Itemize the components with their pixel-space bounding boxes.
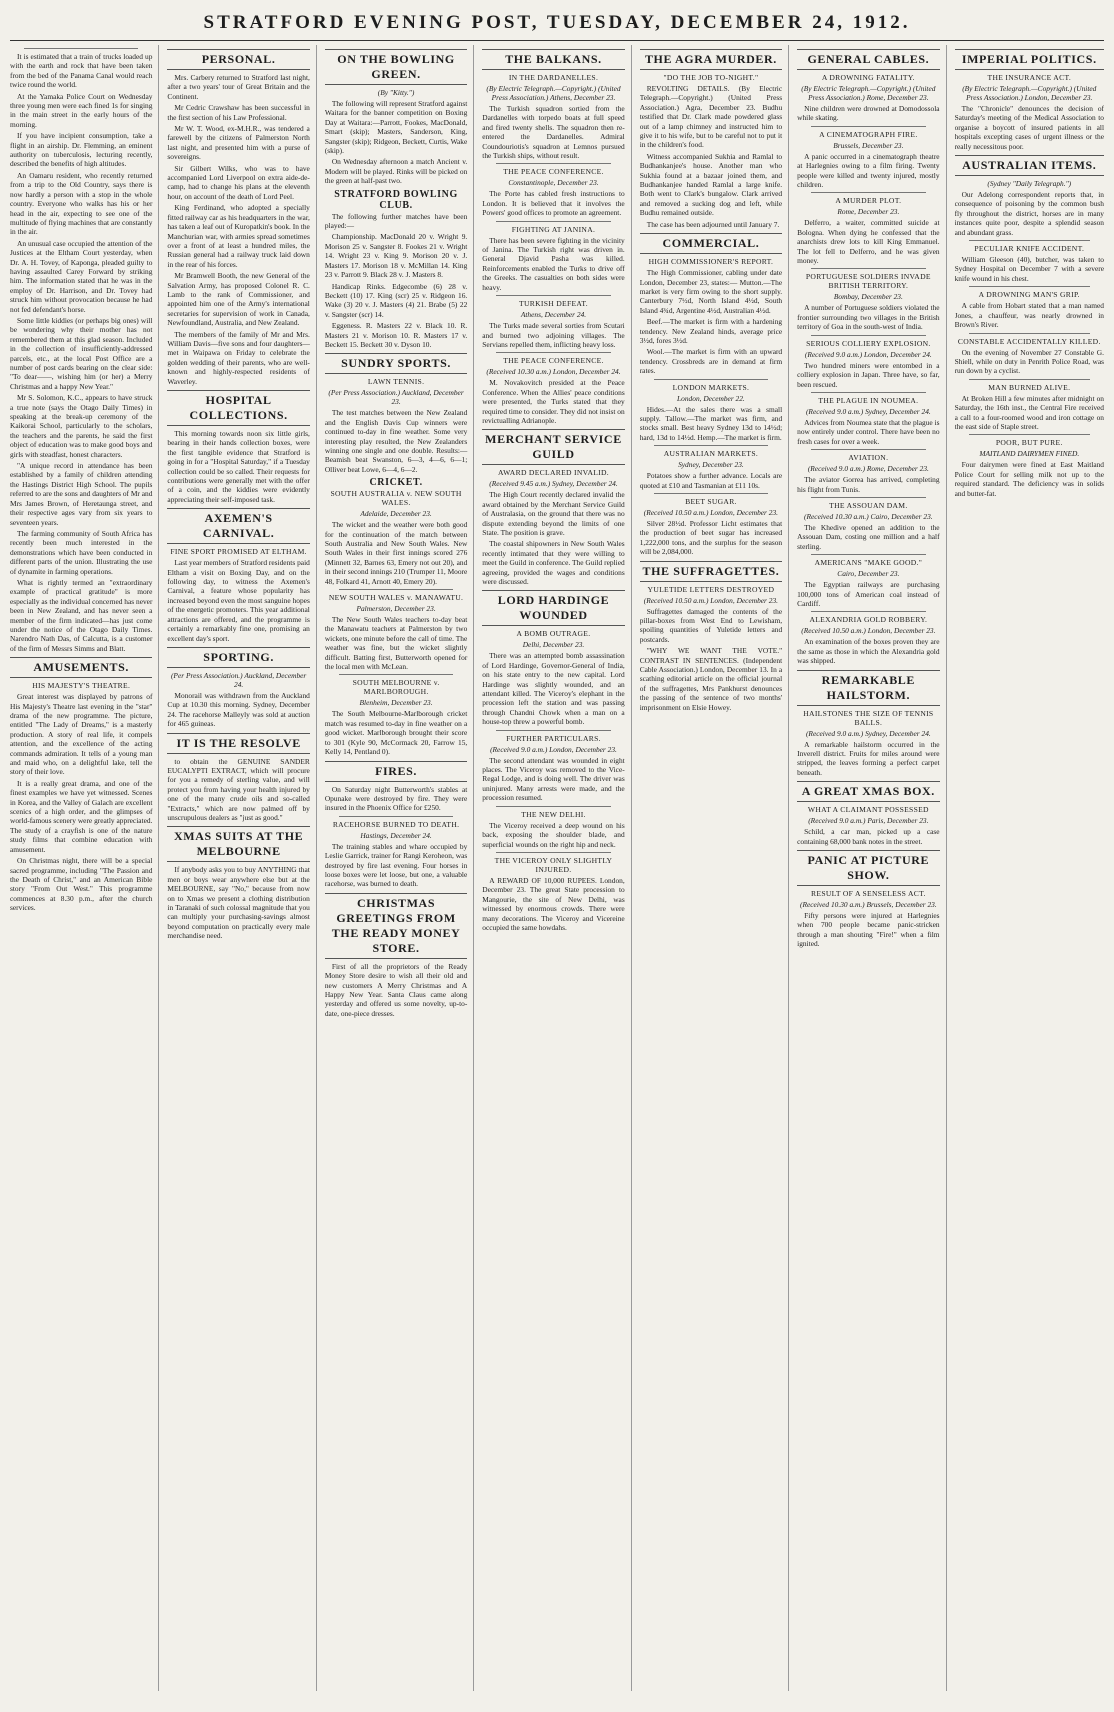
article <box>482 429 624 586</box>
article-dateline: Constantinople, December 23. <box>508 178 599 188</box>
article-subheading: A DROWNING FATALITY. <box>821 73 915 82</box>
article-subheading: ALEXANDRIA GOLD ROBBERY. <box>809 615 928 625</box>
article-paragraph: If anybody asks you to buy ANYTHING that men or boys wear anywhere else but at the MELBOURNE, say "No," because from now on to Xmas we present a clothing distribution in Taranaki of such colossal magnitude that you can multiply your purchasing-savings almost beyond computation on practically every male merchandise need. <box>167 865 310 941</box>
article-paragraph: Potatoes show a further advance. Locals are quoted at £10 and Tasmanian at £11 10s. <box>639 471 783 490</box>
article-heading: CHRISTMAS GREETINGS FROM THE READY MONEY STORE. <box>325 893 467 959</box>
article-dateline: Athens, December 24. <box>520 310 587 320</box>
article <box>325 353 467 474</box>
article-paragraph: An Oamaru resident, who recently returned from a trip to the Old Country, says there is now hardly a person with a stop in the whole country. Everyone who walks has his or her head in the air, expecting to see one of the multitude of flying machines that are constantly in the air. <box>10 170 153 237</box>
article-dateline: (Received 10.30 a.m.) Cairo, December 23. <box>804 511 933 521</box>
article <box>797 850 939 949</box>
article-paragraph: The following further matches have been played:— <box>324 211 468 231</box>
article-paragraph: The test matches between the New Zealand and the English Davis Cup winners were continued to-day in fine weather. Some very interesting play resulted, the New Zealanders winning one single and one double. Results:—Beamish beat Swanston, 6—3, 4—6, 6—1; Olliver beat Lowe, 6—4, 6—2. <box>324 408 468 474</box>
article-dateline: Delhi, December 23. <box>522 640 585 650</box>
article-subheading: THE NEW DELHI. <box>521 809 586 819</box>
article-paragraph: On Christmas night, there will be a special sacred programme, including "The Passion and the Death of Christ," and an American Bible story "From Out West." This programme commences at 8.30 p.m., after the church services. <box>10 856 153 913</box>
article <box>640 493 782 557</box>
article-paragraph: M. Novakovitch presided at the Peace Conference. When the Allies' peace conditions were presented, the Turks stated that they required time to consider. They did not insist on revictualling Adrianople. <box>482 378 625 425</box>
article-paragraph: Our Adelong correspondent reports that, in consequence of poisoning by the common bush fly throughout the district, horses are in many instances quite poor, despite a splendid season and abundant grass. <box>954 190 1104 237</box>
article-paragraph: Suffragettes damaged the contents of the pillar-boxes from West End to Lewisham, spoiling quantities of Yuletide letters and postcards. <box>639 606 783 644</box>
article-paragraph: Four dairymen were fined at East Maitland Police Court for selling milk not up to the required standard. The deficiency was in solids and butter-fat. <box>954 460 1104 498</box>
article-heading: THE BALKANS. <box>482 49 624 70</box>
article-paragraph: An unusual case occupied the attention of the Justices at the Eltham Court yesterday, when Dr. A. H. Tovey, of Kaponga, pleaded guilty to having assaulted Carey Forward by striking him. The information stated that he was in the employ of Dr. Harrison, and Dr. Tovey had struck him without provocation because he had not fed defendant's horse. <box>10 238 153 314</box>
column-5 <box>640 45 789 1691</box>
article-paragraph: On the evening of November 27 Constable G. Shiell, while on duty in Penrith Police Road, was run down by a cyclist. <box>954 347 1104 376</box>
article-heading: FIRES. <box>325 761 467 782</box>
article-paragraph: What is rightly termed an "extraordinary example of practical gratitude" is more especially as the individual concerned has never been in New Zealand, and has never seen a member of the firm indicated—has just come under the notice of the Otago Daily Times. Narendro Nath Das, of Calcutta, is a customer of the firm of Messrs Simms and Blatt. <box>10 577 153 653</box>
article <box>640 49 782 229</box>
article-paragraph: Mrs. Carbery returned to Stratford last night, after a two years' tour of Great Britain and the Continent. <box>167 73 310 101</box>
article <box>797 268 939 331</box>
article-paragraph: Two hundred miners were entombed in a colliery explosion in Japan. Three have, so far, been rescued. <box>797 360 940 389</box>
article <box>482 852 624 932</box>
article <box>640 445 782 490</box>
article-heading: A GREAT XMAS BOX. <box>797 781 939 802</box>
article-dateline: (Received 9.0 a.m.) Sydney, December 24. <box>805 406 931 416</box>
article-dateline: (Received 9.0 a.m.) Rome, December 23. <box>807 464 929 474</box>
article-dateline: Adelaide, December 23. <box>360 509 432 519</box>
article-heading: PANIC AT PICTURE SHOW. <box>797 850 939 886</box>
article-heading: LORD HARDINGE WOUNDED <box>482 590 624 626</box>
article-subheading: BEET SUGAR. <box>685 497 737 506</box>
article-heading: MERCHANT SERVICE GUILD <box>482 429 624 465</box>
article-paragraph: The coastal shipowners in New South Wales recently intimated that they were willing to meet the Guild in conference. The Guild replied agreeing, provided the wages and conditions were discussed. <box>482 539 625 586</box>
article-heading: SPORTING. <box>167 647 309 668</box>
article-paragraph: to obtain the GENUINE SANDER EUCALYPTI EXTRACT, which will procure for you a remedy of sterling value, and will protect you from having your health injured by one of the many crude oils and so-called "Extracts," which are now palmed off by unscrupulous dealers as "just as good." <box>167 756 310 822</box>
article-paragraph: "WHY WE WANT THE VOTE." CONTRAST IN SENTENCES. (Independent Cable Association.) London, December 13. In a scathing editorial article on the official journal of the suffragettes, Mrs Pankhurst denounces the passing of the sentence of two months' imprisonment on Elsie Howey. <box>639 646 783 712</box>
article-subheading: NEW SOUTH WALES v. MANAWATU. <box>328 593 464 603</box>
article-paragraph: This morning towards noon six little girls, bearing in their hands collection boxes, were the first tangible evidence that Stratford is going in for a "Hospital Saturday," if a Tuesday collection could be so called. Their requests for contributions were generally met with the offer of a coin, and the kiddies were evidently appreciating their self-imposed task. <box>167 429 310 504</box>
section-divider <box>496 852 610 853</box>
article-dateline: Rome, December 23. <box>837 207 900 217</box>
article <box>10 48 152 653</box>
article-subheading: RACEHORSE BURNED TO DEATH. <box>332 819 460 829</box>
section-divider <box>496 221 610 222</box>
article <box>482 590 624 726</box>
section-divider <box>969 434 1090 435</box>
article-subheading: LONDON MARKETS. <box>672 382 750 392</box>
article-paragraph: On Wednesday afternoon a match Ancient v. Modern will be played. Rinks will be picked on the green at half-past two. <box>324 157 468 186</box>
article-subheading: FINE SPORT PROMISED AT ELTHAM. <box>170 547 307 557</box>
article-dateline: London, December 22. <box>677 393 745 403</box>
article-dateline: (Per Press Association.) Auckland, December 23. <box>328 388 464 407</box>
article <box>797 611 939 665</box>
article-paragraph: Some little kiddies (or perhaps big ones) will be wondering why their mother has not remembered them at this glad season. Included in the collection of insufficiently-addressed parcels, etc., at the local Post Office are a number of post cards bearing on the clear side: "To dear——, wishing him (or her) a Merry Christmas and a happy New Year." <box>10 315 153 391</box>
article-dateline: (Received 10.50 a.m.) London, December 23. <box>801 626 936 636</box>
article <box>640 233 782 375</box>
article-dateline: (By Electric Telegraph.—Copyright.) (United Press Association.) Athens, December 23. <box>486 84 621 102</box>
column-7 <box>955 45 1104 1691</box>
section-divider <box>811 335 925 336</box>
article-subheading: IN THE DARDANELLES. <box>508 73 599 82</box>
section-divider <box>969 333 1090 334</box>
article <box>325 477 467 586</box>
article-paragraph: Nine children were drowned at Domodossola while skating. <box>797 104 940 123</box>
article-dateline: Cairo, December 23. <box>837 569 900 579</box>
section-divider <box>969 379 1090 380</box>
article-subheading: MAN BURNED ALIVE. <box>988 382 1071 392</box>
columns-container <box>10 45 1104 1691</box>
article-subheading: TURKISH DEFEAT. <box>519 299 588 309</box>
section-divider <box>811 611 925 612</box>
article-subheading: AUSTRALIAN MARKETS. <box>663 449 759 459</box>
article-paragraph: Championship. MacDonald 20 v. Wright 9. Morison 25 v. Sangster 8. Fookes 21 v. Wright 14. Wright 23 v. King 9. Morison 20 v. J. Masters 17. Morison 18 v. McMillan 14. King 23 v. Parrott 9. Black 28 v. J. Masters 8. <box>324 232 468 280</box>
article-subheading: A BOMB OUTRAGE. <box>516 629 591 639</box>
article <box>955 49 1104 151</box>
article-paragraph: The New South Wales teachers to-day beat the Manawatu teachers at Palmerston by two wickets, one minute before the call of time. The weather was fine, but the wicket slightly difficult. Batting first, Butterworth opened for the local men with McLean. <box>324 615 468 672</box>
section-divider <box>811 497 925 498</box>
article <box>325 189 467 350</box>
article-dateline: (Received 9.0 a.m.) London, December 23. <box>490 744 617 754</box>
column-3 <box>325 45 474 1691</box>
article-paragraph: Monorail was withdrawn from the Auckland Cup at 10.30 this morning. Sydney, December 24. The racehorse Malleyly was sold at auction for 465 guineas. <box>167 690 310 729</box>
article-paragraph: The Egyptian railways are purchasing 100,000 tons of American coal instead of Cardiff. <box>797 580 940 608</box>
article-paragraph: Delferro, a waiter, committed suicide at Bologna. When dying he confessed that the anarchists drew lots to kill King Emmanuel. The lot fell to Delferro, and he was given money. <box>797 218 940 266</box>
section-divider <box>811 449 925 450</box>
article-subheading: YULETIDE LETTERS DESTROYED <box>647 584 775 594</box>
article-paragraph: REVOLTING DETAILS. (By Electric Telegraph.—Copyright.) (United Press Association.) Agra, December 23. Budhu testified that Dr. Clark made powdered glass out of a lamp chimney and instructed him to give it to his wife, but to be careful not to put it in the children's food. <box>639 84 783 150</box>
article <box>955 286 1104 329</box>
article-subheading: WHAT A CLAIMANT POSSESSED <box>807 805 929 815</box>
section-divider <box>496 352 610 353</box>
section-divider <box>811 554 925 555</box>
column-2 <box>167 45 316 1691</box>
article <box>167 390 309 504</box>
column-4 <box>482 45 631 1691</box>
article-paragraph: Silver 28½d. Professor Licht estimates that the production of beet sugar has increased 1,222,000 tons, and the surplus for the season will be 2,084,000. <box>639 519 783 557</box>
article <box>797 449 939 494</box>
section-divider <box>339 816 453 817</box>
article <box>797 497 939 551</box>
article-subheading: HIGH COMMISSIONER'S REPORT. <box>648 257 774 267</box>
article-heading: AMUSEMENTS. <box>10 657 152 678</box>
article-paragraph: An examination of the boxes proven they are the same as those in which the Alexandria gold was shipped. <box>797 637 940 666</box>
article-paragraph: Great interest was displayed by patrons of His Majesty's Theatre last evening in the "star" drama of the new programme. The picture, entitled "The Lady of Dreams," is a masterly production. A story of real life, it compels attention, and the excellence of the acting commands admiration. It tells of a young man and maid who, on a delightful lake, tell the story of their love. <box>10 692 153 777</box>
article <box>640 561 782 712</box>
article <box>797 670 939 778</box>
article-subheading: THE VICEROY ONLY SLIGHTLY INJURED. <box>494 855 613 874</box>
article-paragraph: Fifty persons were injured at Harlegnies when 700 people became panic-stricken through a man shouting "Fire!" when a film ignited. <box>797 911 940 949</box>
article-subheading: PECULIAR KNIFE ACCIDENT. <box>974 244 1085 254</box>
article-heading: HOSPITAL COLLECTIONS. <box>167 390 309 426</box>
article-dateline: (Received 10.30 a.m.) London, December 24. <box>486 367 621 377</box>
column-6 <box>797 45 946 1691</box>
article-paragraph: On Saturday night Butterworth's stables at Opunake were destroyed by fire. They were insured in the Phoenix Office for £250. <box>324 784 468 813</box>
article-dateline: (Received 9.45 a.m.) Sydney, December 24. <box>489 479 618 489</box>
article-paragraph: A panic occurred in a cinematograph theatre at Harlegnies owing to a film firing. Twenty people were killed and twenty injured, mostly children. <box>797 151 940 190</box>
article <box>797 781 939 846</box>
article <box>955 333 1104 376</box>
article-paragraph: The Khedive opened an addition to the Assouan Dam, costing one million and a half sterling. <box>797 522 940 551</box>
article-paragraph: The second attendant was wounded in eight places. The Viceroy was removed to the Vice-Regal Lodge, and is doing well. The driver was uninjured. Many arrests were made, and the procession resumed. <box>482 755 625 803</box>
article <box>955 434 1104 498</box>
article-heading: IMPERIAL POLITICS. <box>955 49 1104 70</box>
article-heading: AXEMEN'S CARNIVAL. <box>167 508 309 544</box>
article-paragraph: A remarkable hailstorm occurred in the Inverell district. Fruits for miles around were stripped, the leaves forming a perfect carpet beneath. <box>797 739 940 777</box>
article-subheading: AVIATION. <box>848 453 889 463</box>
article-dateline: Palmerston, December 23. <box>356 604 436 614</box>
article-paragraph: "A unique record in attendance has been established by a family of children attending the Hastings District High School. The pupils referred to are the sons and daughters of Mr and Mrs James Brown, of Heretaunga street, and their respective ages vary from six years to seventeen years. <box>10 461 153 527</box>
article-subheading: SERIOUS COLLIERY EXPLOSION. <box>806 338 931 348</box>
article-paragraph: At the Yamaka Police Court on Wednesday three young men were each fined 1s for singing in the main street in the early hours of the morning. <box>10 91 153 129</box>
article-paragraph: The wicket and the weather were both good for the continuation of the match between South Australia and New South Wales. New South Wales in their first innings scored 276 (Minnett 32, Barnes 63, Emery not out 20), and in their second innings 210 (Trumper 11, Moore 48, Folkard 41, Arnott 40, Emery 20). <box>324 520 468 586</box>
article <box>10 657 152 912</box>
article-subheading: POOR, BUT PURE. <box>995 438 1063 448</box>
article-dateline: (Received 10.50 a.m.) London, December 23. <box>643 595 779 605</box>
article-paragraph: A number of Portuguese soldiers violated the frontier surrounding two villages in the British territory of Goa in the south-west of India. <box>797 303 940 332</box>
article-paragraph: At Broken Hill a few minutes after midnight on Saturday, the 16th inst., the Central Fire received a call to a four-roomed wood and iron cottage on the east side of Staple street. <box>954 393 1104 431</box>
article-heading: THE AGRA MURDER. <box>640 49 782 70</box>
article-subheading: SOUTH MELBOURNE v. MARLBOROUGH. <box>352 678 440 697</box>
article <box>797 335 939 389</box>
article-heading: PERSONAL. <box>167 49 309 70</box>
article-paragraph: The farming community of South Africa has recently been much interested in the demonstrations which have been conducted in different parts of the union. Illustrating the use of dynamite in farming operations. <box>10 528 153 576</box>
article-dateline: (Per Press Association.) Auckland, December 24. <box>170 670 307 689</box>
article-subheading: A CINEMATOGRAPH FIRE. <box>819 129 918 139</box>
newspaper-page <box>10 10 1104 1692</box>
article-dateline: (Received 9.0 a.m.) London, December 24. <box>804 349 932 359</box>
article-dateline: (Received 9.0 a.m.) Sydney, December 24. <box>805 728 931 738</box>
section-divider <box>654 445 768 446</box>
article-dateline: (Received 9.0 a.m.) Paris, December 23. <box>808 816 929 826</box>
article-heading: THE SUFFRAGETTES. <box>640 561 782 582</box>
article <box>482 730 624 803</box>
article-paragraph: The following will represent Stratford against Waitara for the banner competition on Boxing Day at Waitara:—Parrott, Fookes, MacDonald, Smart (skip); Masters, Sanderson, King, Sangster (skip); Ridgeon, Beckett, Curtis, Wake (skip). <box>324 99 468 156</box>
article-paragraph: Witness accompanied Sukhia and Ramlal to Budhankanjee's house. Another man who Sukhia found at a bazaar joined them, and Budhankanjee handed Ramlal a large knife. Both went to Clark's bungalow. Clark arrived and removed a sucking dog and left, while Budhu remained outside. <box>639 151 783 218</box>
article <box>167 508 309 643</box>
article-paragraph: If you have incipient consumption, take a flight in an airship. Dr. Flemming, an eminent authority on tuberculosis, lecturing recently, described the benefits of high altitudes. <box>10 131 153 169</box>
article <box>797 392 939 446</box>
article-paragraph: Advices from Noumea state that the plague is now entirely under control. There have been no fresh cases for over a week. <box>797 417 940 446</box>
article-paragraph: There was an attempted bomb assassination of Lord Hardinge, Governor-General of India, on his state entry to the new capital. Lord Hardinge was slightly wounded, and an attendant killed. The Viceroy's elephant in the procession left the station and was passing through Chandni Chowk when a man on a house-top threw a powerful bomb. <box>482 651 625 727</box>
article-paragraph: First of all the proprietors of the Ready Money Store desire to wish all their old and new customers A Merry Christmas and A Happy New Year. Santa Claus came along yesterday and offered us some novelty, up-to-date, one-piece dresses. <box>324 961 468 1018</box>
article <box>325 589 467 671</box>
article-heading: CRICKET. <box>369 477 423 489</box>
article <box>797 192 939 265</box>
article-dateline: MAITLAND DAIRYMEN FINED. <box>979 449 1080 459</box>
article-paragraph: The South Melbourne-Marlborough cricket match was resumed to-day in fine weather on a good wicket. Marlborough brought their score to 301 (Kyle 90, McCormack 20, Farrow 15, Kelly 14, Pentland 0). <box>324 709 468 757</box>
article-subheading: THE ASSOUAN DAM. <box>829 500 908 510</box>
section-divider <box>339 674 453 675</box>
article <box>167 49 309 386</box>
article-heading: REMARKABLE HAILSTORM. <box>797 670 939 706</box>
section-divider <box>496 730 610 731</box>
section-divider <box>496 295 610 296</box>
article <box>325 49 467 186</box>
article-subheading: CONSTABLE ACCIDENTALLY KILLED. <box>957 336 1101 346</box>
article-subheading: AWARD DECLARED INVALID. <box>498 468 609 478</box>
section-divider <box>969 286 1090 287</box>
article <box>167 826 309 940</box>
article-subheading: "DO THE JOB TO-NIGHT." <box>663 73 759 82</box>
article-dateline: (By Electric Telegraph.—Copyright.) (United Press Association.) Rome, December 23. <box>801 84 936 102</box>
article-paragraph: It is estimated that a train of trucks loaded up with the earth and rock that have been taken from the bed of the Panama Canal would reach twice round the world. <box>10 52 153 90</box>
article-paragraph: Last year members of Stratford residents paid Eltham a visit on Boxing Day, and on the following day, to witness the Axemen's Carnival, a feature whose popularity has increased beyond even the most sanguine hopes of the energetic promoters. This year additional attractions are offered, and the programme is certainly a remarkably fine one, promising an excellent day's sport. <box>167 558 310 643</box>
article-subheading: THE INSURANCE ACT. <box>987 73 1072 82</box>
article-heading: ON THE BOWLING GREEN. <box>325 49 467 85</box>
article-subheading: A MURDER PLOT. <box>835 196 902 206</box>
article-heading: COMMERCIAL. <box>640 233 782 254</box>
article-paragraph: The training stables and whare occupied by Leslie Garrick, trainer for Rangi Keroheon, was destroyed by fire last evening. Four horses in loose boxes were let loose, but one, a valuable racehorse, was burned to death. <box>324 841 468 889</box>
article-dateline: Brussels, December 23. <box>833 140 904 150</box>
article-subheading: THE PLAGUE IN NOUMEA. <box>818 395 919 405</box>
article-subheading: A DROWNING MAN'S GRIP. <box>978 290 1080 300</box>
article <box>955 240 1104 283</box>
article-paragraph: The "Chronicle" denounces the decision of Saturday's meeting of the Medical Association to organise a boycott of insured patients in all hospitals excepting cases of urgent illness or the really necessitous poor. <box>954 104 1104 151</box>
article-paragraph: The Turkish squadron sortied from the Dardanelles with torpedo boats at full speed and fired twenty shells. The squadron then re-entered the Dardanelles. Admiral Coundouriotis's squadron at Lemnos pursued the Turkish ships, without result. <box>482 104 625 161</box>
article <box>640 379 782 443</box>
section-divider <box>811 268 925 269</box>
article-dateline: Hastings, December 24. <box>360 830 432 840</box>
masthead: STRATFORD EVENING POST, TUESDAY, DECEMBER 24, 1912. <box>10 10 1104 41</box>
article-paragraph: A cable from Hobart stated that a man named Jones, a chauffeur, was nearly drowned in Brown's River. <box>954 301 1104 330</box>
article-dateline: (Sydney "Daily Telegraph.") <box>987 179 1072 189</box>
article-heading: AUSTRALIAN ITEMS. <box>955 155 1104 176</box>
article-paragraph: The High Commissioner, cabling under date London, December 23, states:— Mutton.—The market is very firm owing to the short supply. Canterbury 7½d, North Island 4½d, South Island 4¾d, Argentine 4½d, Australian 4½d. <box>639 268 783 315</box>
article-paragraph: William Gleeson (40), butcher, was taken to Sydney Hospital on December 7 with a severe knife wound in his chest. <box>954 255 1104 283</box>
article-heading: STRATFORD BOWLING CLUB. <box>334 188 458 211</box>
article-subheading: HAILSTONES THE SIZE OF TENNIS BALLS. <box>803 708 934 727</box>
article <box>797 126 939 190</box>
article <box>482 221 624 292</box>
article-subheading: THE PEACE CONFERENCE. <box>503 356 604 366</box>
article-subheading: RESULT OF A SENSELESS ACT. <box>811 889 926 899</box>
article <box>482 163 624 217</box>
article <box>482 49 624 160</box>
article-paragraph: The Turks made several sorties from Scutari and burned two adjoining villages. The Servians repelled them, inflicting heavy loss. <box>482 321 625 349</box>
article <box>325 674 467 756</box>
article-dateline: Sydney, December 23. <box>678 460 744 470</box>
article-dateline: (By Electric Telegraph.—Copyright.) (United Press Association.) London, December 23. <box>962 84 1097 102</box>
article-heading: GENERAL CABLES. <box>797 49 939 70</box>
article-paragraph: The members of the family of Mr and Mrs. William Davis—five sons and four daughters—met in Waipawa on Friday to celebrate the golden wedding of their parents, who are well-known and highly-respected residents of Waverley. <box>167 329 310 386</box>
article-paragraph: A REWARD OF 10,000 RUPEES. London, December 23. The great State procession to Mangourie, the site of New Delhi, was witnessed by enormous crowds. There were many decorations. The Viceroy and Vicereine occupied the same howdahs. <box>482 875 625 932</box>
section-divider <box>811 392 925 393</box>
article-heading: SUNDRY SPORTS. <box>325 353 467 374</box>
article <box>482 352 624 425</box>
article-dateline: Bombay, December 23. <box>833 292 903 302</box>
article <box>955 155 1104 237</box>
column-1 <box>10 45 159 1691</box>
article-paragraph: There has been severe fighting in the vicinity of Janina. The Turkish right was driven in. General Djavid Pasha was killed. Reinforcements enabled the Turks to drive off the Greeks. The casualties on both sides were heavy. <box>482 235 625 292</box>
article-paragraph: Handicap Rinks. Edgecombe (6) 28 v. Beckett (10) 17. King (scr) 25 v. Ridgeon 16. Wake (3) 20 v. J. Masters (4) 21. Brabe (5) 22 v. Sangster (scr) 14. <box>324 281 468 319</box>
article-paragraph: Beef.—The market is firm with a hardening tendency. New Zealand hinds, average price 3½d, fores 3½d. <box>639 317 783 345</box>
article-paragraph: The Porte has cabled fresh instructions to London. It is believed that it involves the Powers' good offices to promote an agreement. <box>482 189 625 218</box>
article-paragraph: Wool.—The market is firm with an upward tendency. Crossbreds are in demand at firm rates. <box>639 347 783 376</box>
article-subheading: THE PEACE CONFERENCE. <box>503 167 604 177</box>
section-divider <box>654 493 768 494</box>
article-subheading: FURTHER PARTICULARS. <box>506 733 601 743</box>
article-paragraph: The Viceroy received a deep wound on his back, exposing the shoulder blade, and superficial wounds on the right hip and neck. <box>482 820 625 849</box>
article-paragraph: The case has been adjourned until January 7. <box>646 219 780 229</box>
article-dateline: Blenheim, December 23. <box>359 698 433 708</box>
article-subheading: HIS MAJESTY'S THEATRE. <box>32 681 131 691</box>
section-divider <box>496 806 610 807</box>
article-paragraph: The aviator Gorrea has arrived, completing his flight from Tunis. <box>797 475 940 494</box>
article-subheading: PORTUGUESE SOLDIERS INVADE BRITISH TERRITORY. <box>805 272 931 291</box>
article-paragraph: Sir Gilbert Wilks, who was to have accompanied Lord Liverpool on extra aide-de-camp, had to change his plans at the eleventh hour, on account of the death of Lord Peel. <box>167 163 310 201</box>
article-dateline: (Received 10.50 a.m.) London, December 23. <box>643 508 779 517</box>
article-heading: XMAS SUITS AT THE MELBOURNE <box>167 826 309 862</box>
article-paragraph: Mr Bramwell Booth, the new General of the Salvation Army, has proposed Colonel R. C. Lamb to the rank of Commissioner, and appointed him one of the Army's international secretaries for supervision of work in Canada, Newfoundland, Australia, and New Zealand. <box>167 271 310 328</box>
article-paragraph: Mr W. T. Wood, ex-M.H.R., was tendered a farewell by the citizens of Palmerston North last night, and presented him with a purse of sovereigns. <box>167 124 310 162</box>
article-paragraph: The High Court recently declared invalid the award obtained by the Merchant Service Guild of Australasia, on the ground that there was no dispute extending beyond the limits of one State. The position is grave. <box>482 490 625 537</box>
article <box>325 761 467 813</box>
article-dateline: (By "Kitty.") <box>377 88 415 97</box>
article-heading: IT IS THE RESOLVE <box>167 733 309 754</box>
article-subheading: LAWN TENNIS. <box>367 377 425 387</box>
article-subheading: SOUTH AUSTRALIA v. NEW SOUTH WALES. <box>330 489 462 508</box>
section-divider <box>969 240 1090 241</box>
article <box>167 733 309 823</box>
article-subheading: FIGHTING AT JANINA. <box>511 224 596 234</box>
article <box>797 554 939 608</box>
article <box>482 295 624 349</box>
article-paragraph: It is a really great drama, and one of the finest examples we have yet witnessed. Scenes in Korea, and the Valley of Galach are excellent scenics of a high order, and the glimpses of world-famous scenery were greatly appreciated. The study of a crayfish is one of the nature study films that combine education with amusement. <box>10 778 153 854</box>
article <box>955 379 1104 432</box>
article <box>325 893 467 1018</box>
article <box>797 49 939 123</box>
article <box>482 806 624 849</box>
article-subheading: AMERICANS "MAKE GOOD." <box>814 558 923 568</box>
article-paragraph: King Ferdinand, who adopted a specially fitted railway car as his headquarters in the war, has taken a leaf out of Kuropatkin's book. In the Manchurian war, with armies spread sometimes over a front of at least a hundred miles, the Russian general had a railway truck laid down in the rear of his forces. <box>167 203 310 269</box>
section-divider <box>496 163 610 164</box>
section-divider <box>811 192 925 193</box>
section-divider <box>24 48 138 49</box>
article-dateline: (Received 10.30 a.m.) Brussels, December 23. <box>800 900 937 910</box>
article-paragraph: Eggeness. R. Masters 22 v. Black 10. R. Masters 21 v. Morison 10. R. Masters 17 v. Beckett 15. Beckett 30 v. Dyson 10. <box>324 321 468 349</box>
section-divider <box>654 379 768 380</box>
article-paragraph: Hides.—At the sales there was a small supply. Tallow.—The market was firm, and stocks small. Best heavy Sydney 13d to 14½d; hard, 13d to 14½d. Hemp.—The market is firm. <box>639 404 783 442</box>
article-paragraph: Mr S. Solomon, K.C., appears to have struck a true note (says the Otago Daily Times) in speaking at the break-up ceremony of the Kaikorai School, particularly to the scholars, the teachers and the parents, he said the first object of education was to make good boys and girls with steadfast, honest characters. <box>10 393 153 459</box>
article <box>167 647 309 729</box>
article-paragraph: Mr Cedric Crawshaw has been successful in the first section of his Law Professional. <box>167 103 310 122</box>
article <box>325 816 467 889</box>
section-divider <box>339 589 453 590</box>
section-divider <box>811 126 925 127</box>
article-paragraph: Schild, a car man, picked up a case containing 68,000 bank notes in the street. <box>797 827 940 846</box>
